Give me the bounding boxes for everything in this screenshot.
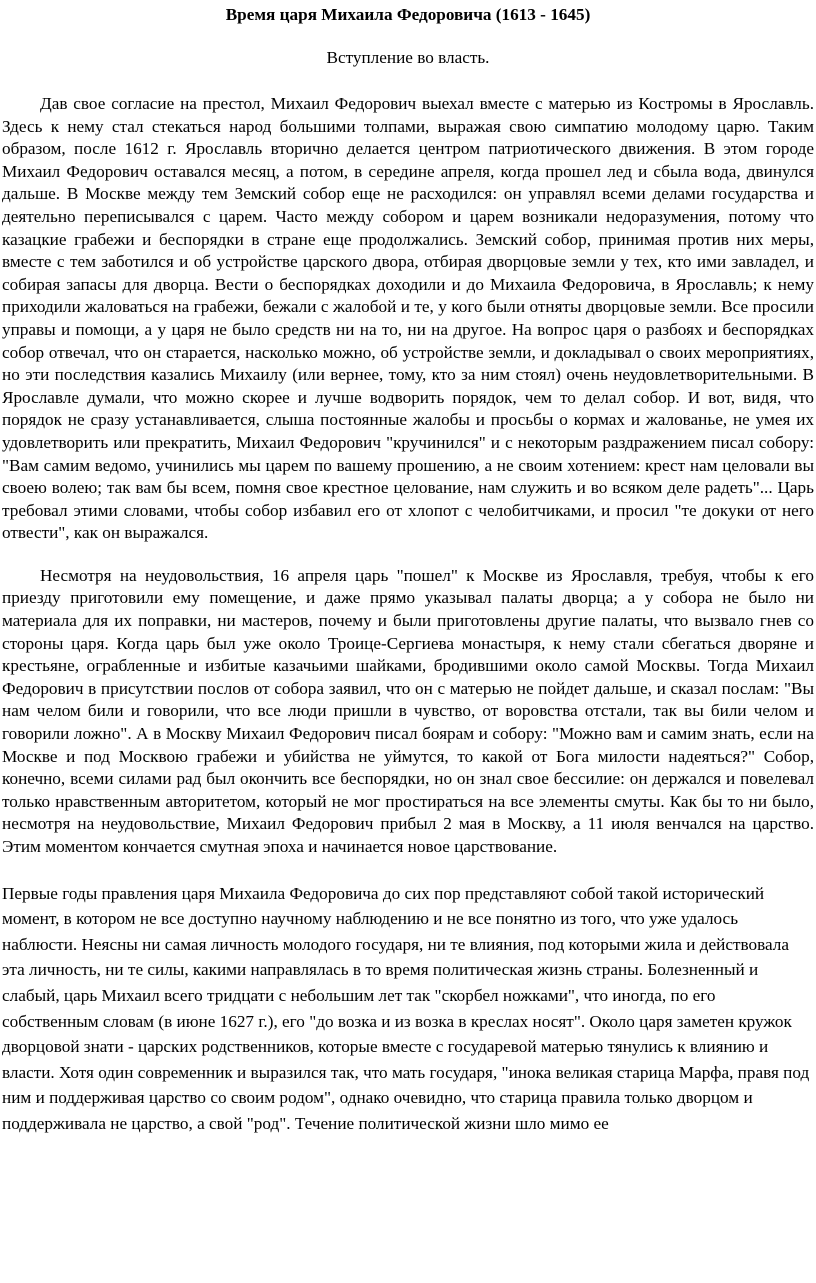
section-subtitle: Вступление во власть. — [326, 48, 490, 67]
paragraph-2: Несмотря на неудовольствия, 16 апреля царь "пошел" к Москве из Ярославля, требуя, чтобы к его приезду приготовили ему помещение, и даже прямо указывал палаты дворца; а у собора не было ни материала для их поправки, ни мастеров, почему и были приготовлены другие палаты, что вызвало гнев со стороны царя. Когда царь был уже около Троице-Сергиева монастыря, к нему стали сбегаться дворяне и крестьяне, ограбленные и избитые казачьими шайками, бродившими около самой Москвы. Тогда Михаил Федорович в присутствии послов от собора заявил, что он с матерью не пойдет дальше, и сказал послам: "Вы нам челом били и говорили, что все люди пришли в чувство, от воровства отстали, так вы били челом и говорили ложно". А в Москву Михаил Федорович писал боярам и собору: "Можно вам и самим знать, если на Москве и под Москвою грабежи и убийства не уймутся, то какой от Бога милости надеяться?" Собор, конечно, всеми силами рад был окончить все беспорядки, но он знал свое бессилие: он держался и повелевал только нравственным авторитетом, который не мог простираться на все элементы смуты. Как бы то ни было, несмотря на неудовольствие, Михаил Федорович прибыл 2 мая в Москву, а 11 июля венчался на царство. Этим моментом кончается смутная эпоха и начинается новое царствование. — [2, 565, 814, 856]
page-title: Время царя Михаила Федоровича (1613 - 1645) — [225, 5, 591, 24]
paragraph-3: Первые годы правления царя Михаила Федоровича до сих пор представляют собой такой исторический момент, в котором не все доступно научному наблюдению и не все понятно из того, что уже удалось наблюсти. Неясны ни самая личность молодого государя, ни те влияния, под которыми жила и действовала эта личность, ни те силы, какими направлялась в то время политическая жизнь страны. Болезненный и слабый, царь Михаил всего тридцати с небольшим лет так "скорбел ножками", что иногда, по его собственным словам (в июне 1627 г.), его "до возка и из возка в креслах носят". Около царя заметен кружок дворцовой знати - царских родственников, которые вместе с государевой матерью тянулись к влиянию и власти. Хотя один современник и выразился так, что мать государя, "инока великая старица Марфа, правя под ним и поддерживая царство со своим родом", однако очевидно, что старица правила только дворцом и поддерживала не царство, а свой "род". Течение политической жизни шло мимо ее — [2, 883, 810, 1133]
paragraph-1: Дав свое согласие на престол, Михаил Федорович выехал вместе с матерью из Костромы в Ярославль. Здесь к нему стал стекаться народ большими толпами, выражая свою симпатию молодому царю. Таким образом, после 1612 г. Ярославль вторично делается центром патриотического движения. В этом городе Михаил Федорович оставался месяц, а потом, в середине апреля, когда прошел лед и сбыла вода, двинулся дальше. В Москве между тем Земский собор еще не расходился: он управлял всеми делами государства и деятельно переписывался с царем. Часто между собором и царем возникали недоразумения, потому что казацкие грабежи и беспорядки в стране еще продолжались. Земский собор, принимая против них меры, вместе с тем заботился и об устройстве царского двора, отбирая дворцовые земли у тех, кто ими завладел, и собирая запасы для дворца. Вести о беспорядках доходили и до Михаила Федоровича, в Ярославль; к нему приходили жаловаться на грабежи, бежали с жалобой и те, у кого были отняты дворцовые земли. Все просили управы и помощи, а у царя не было средств ни на то, ни на другое. На вопрос царя о разбоях и беспорядках собор отвечал, что он старается, насколько можно, об устройстве земли, и докладывал о своих мероприятиях, но эти последствия казались Михаилу (или вернее, тому, кто за ним стоял) очень неудовлетворительными. В Ярославле думали, что можно скорее и лучше водворить порядок, чем то делал собор. И вот, видя, что порядок не сразу устанавливается, слыша постоянные жалобы и просьбы о кормах и жалованье, не умея их удовлетворить или прекратить, Михаил Федорович "кручинился" и с некоторым раздражением писал собору: "Вам самим ведомо, учинились мы царем по вашему прошению, а не своим хотением: крест нам целовали вы своею волею; так вам бы всем, помня свое крестное целование, нам служить и во всяком деле радеть"... Царь требовал этими словами, чтобы собор избавил его от хлопот с челобитчиками, и просил "те докуки от него отвести", как он выражался. — [2, 94, 814, 543]
